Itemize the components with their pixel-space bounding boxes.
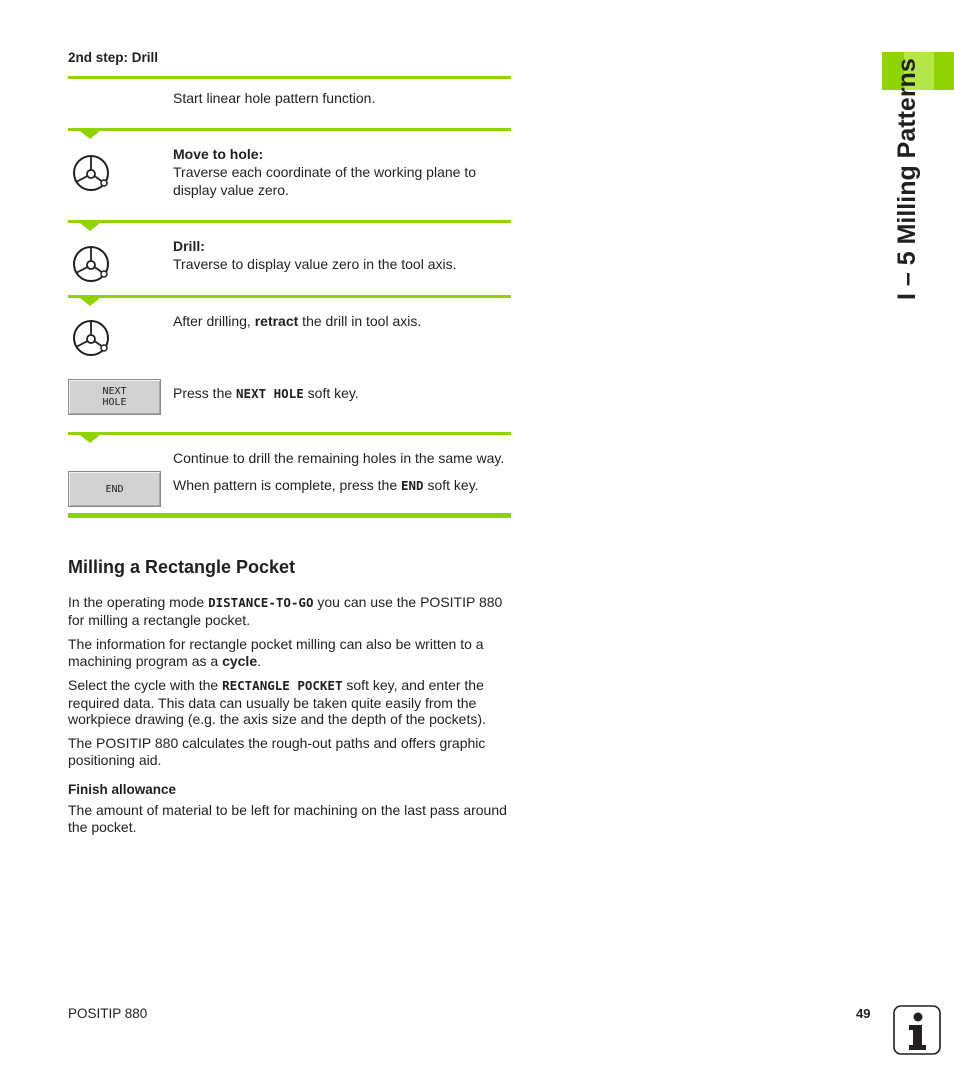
step-arrow	[80, 435, 100, 443]
section-paragraph-1	[68, 594, 513, 628]
handwheel-icon	[72, 153, 112, 193]
footer-product: POSITIP 880	[68, 1006, 148, 1021]
divider	[68, 432, 511, 435]
chapter-title: I – 5 Milling Patterns	[893, 58, 921, 300]
section-paragraph-3	[68, 677, 513, 728]
p3-pre: Select the cycle with the	[68, 677, 223, 693]
next-pre: Press the	[173, 385, 237, 401]
step-retract-text	[173, 312, 518, 330]
next-post: soft key.	[303, 385, 359, 401]
handwheel-icon	[72, 244, 112, 284]
p2-bold: cycle	[222, 652, 258, 669]
end-post: soft key.	[423, 477, 479, 493]
step-continue-text: Continue to drill the remaining holes in the same way.	[173, 450, 505, 466]
subsection-title: Finish allowance	[68, 782, 177, 797]
divider	[68, 76, 511, 79]
subsection-body: The amount of material to be left for machining on the last pass around the pocket.	[68, 802, 507, 835]
p3-key: RECTANGLE POCKET	[222, 678, 343, 693]
p2-post: .	[257, 652, 262, 669]
table-end-rule	[68, 513, 511, 518]
step-drill-title: Drill:	[173, 238, 205, 254]
step-move-title: Move to hole:	[173, 146, 264, 162]
step-arrow	[80, 131, 100, 139]
step-arrow	[80, 298, 100, 306]
p3-post: soft key, and enter the required data. This data can usually be taken quite easily from the workpiece drawing (e.g. the axis size and the depth of the pockets).	[68, 677, 486, 727]
divider	[68, 128, 511, 131]
info-icon	[893, 1005, 941, 1055]
retract-pre: After drilling,	[173, 313, 255, 329]
next-key-label: NEXT HOLE	[236, 386, 304, 401]
end-pre: When pattern is complete, press the	[173, 477, 401, 493]
step-end-text	[173, 476, 518, 495]
handwheel-icon	[72, 318, 112, 358]
p1-post: you can use the POSITIP 880 for milling a rectangle pocket.	[68, 594, 503, 628]
step-drill-body: Traverse to display value zero in the tool axis.	[173, 256, 457, 272]
step-move-text	[173, 145, 518, 199]
retract-post: the drill in tool axis.	[298, 313, 422, 329]
section-paragraph-4: The POSITIP 880 calculates the rough-out paths and offers graphic positioning aid.	[68, 735, 486, 768]
section-paragraph-2	[68, 636, 513, 669]
step-arrow	[80, 223, 100, 231]
end-softkey[interactable]: END	[68, 471, 161, 507]
retract-bold: retract	[254, 313, 299, 329]
p1-pre: In the operating mode	[68, 594, 209, 610]
next-hole-softkey[interactable]: NEXT HOLE	[68, 379, 161, 415]
step-move-body: Traverse each coordinate of the working plane to display value zero.	[173, 164, 476, 198]
p1-key: DISTANCE-TO-GO	[208, 595, 314, 610]
step-title: 2nd step: Drill	[68, 50, 159, 65]
step-drill-text	[173, 237, 518, 273]
page-number: 49	[856, 1006, 871, 1021]
end-key-label: END	[401, 478, 424, 493]
step-start-text: Start linear hole pattern function.	[173, 90, 376, 106]
step-next-text	[173, 384, 518, 403]
divider	[68, 220, 511, 223]
divider	[68, 295, 511, 298]
section-title: Milling a Rectangle Pocket	[68, 557, 296, 577]
p2-pre: The information for rectangle pocket milling can also be written to a machining program as a	[68, 636, 484, 669]
